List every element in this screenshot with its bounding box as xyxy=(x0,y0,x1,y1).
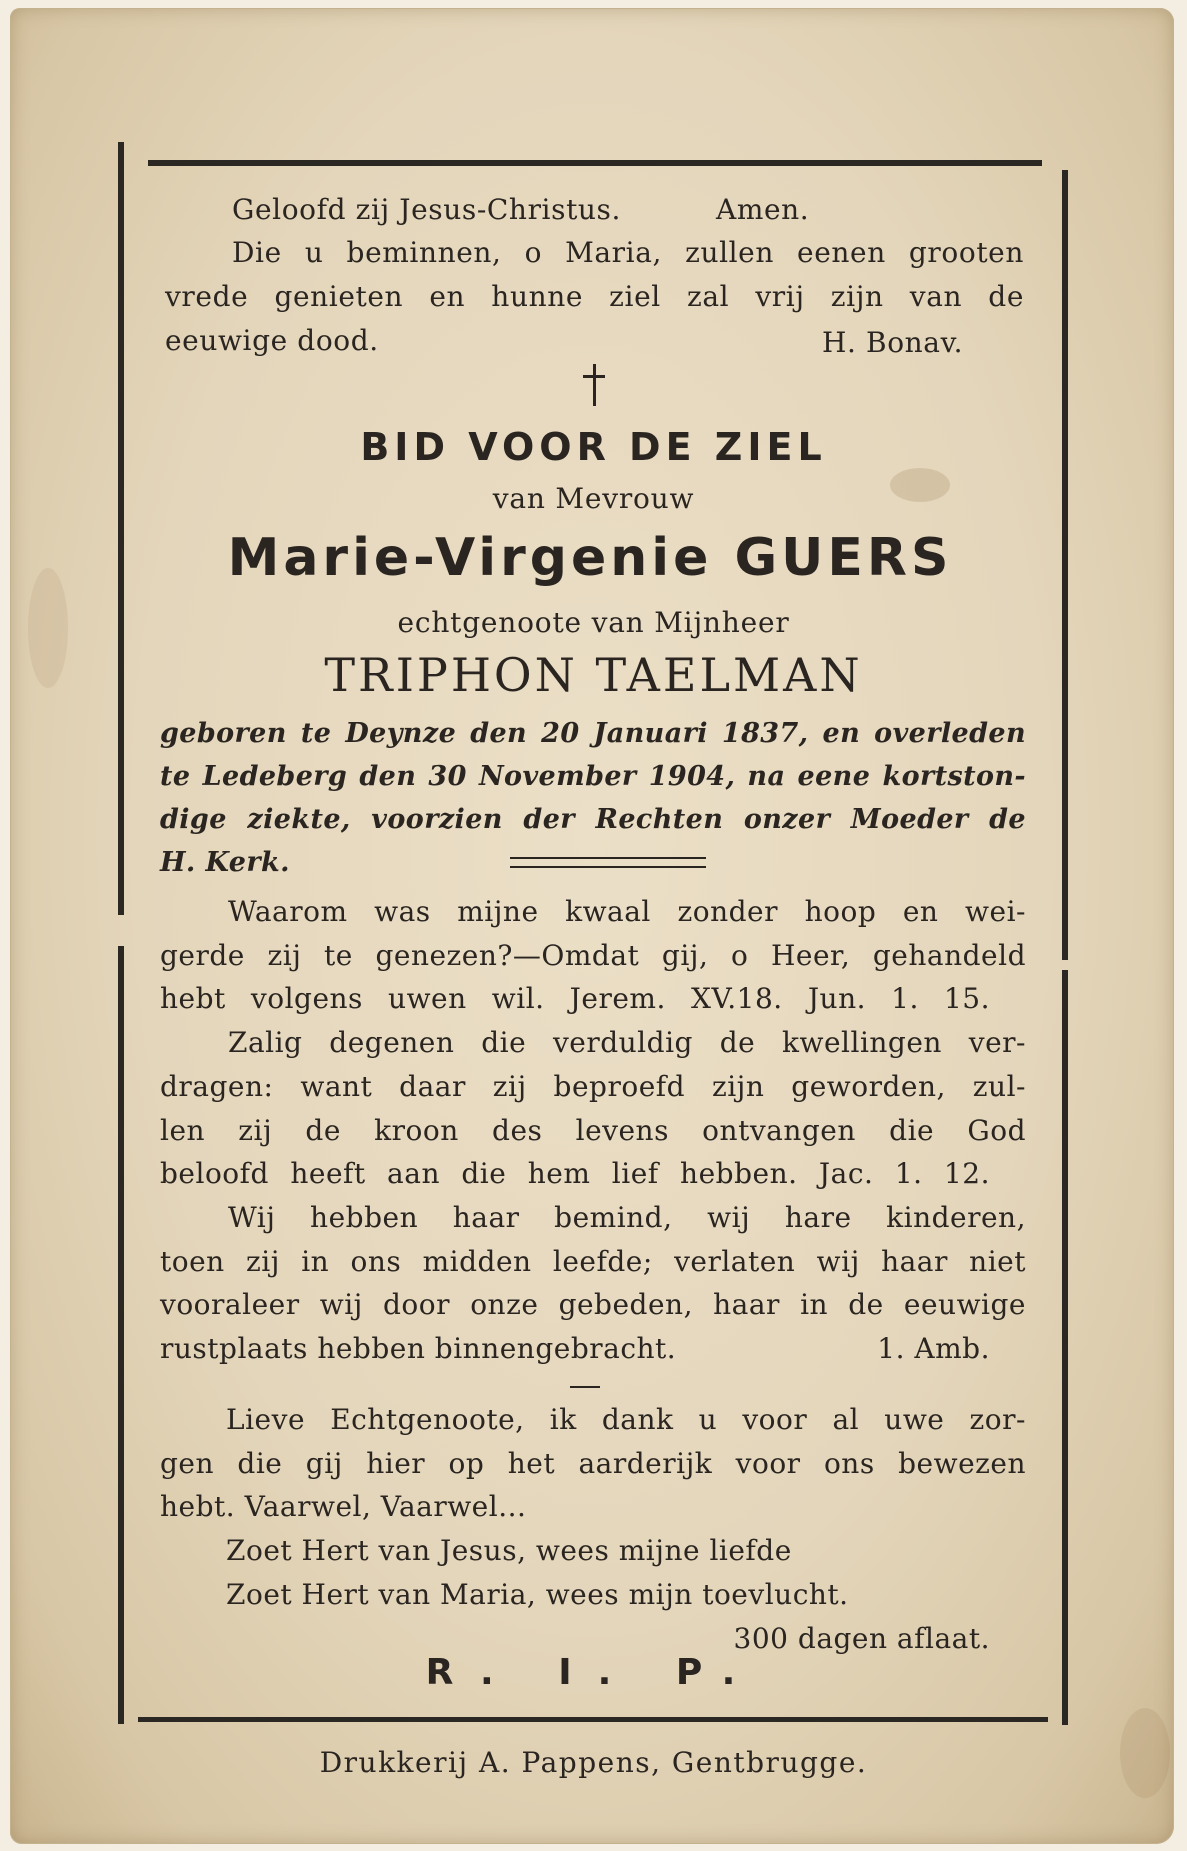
header-amen: Amen. xyxy=(716,193,810,226)
invocation-2 xyxy=(160,1573,1026,1617)
biography-line-3-text: dige ziekte, voorzien der Rechten onzer Moeder de xyxy=(160,804,1026,835)
farewell-line-1 xyxy=(160,1398,1026,1442)
deceased-name-text: Marie-Virgenie GUERS xyxy=(227,528,953,588)
spouse-name xyxy=(0,648,1187,702)
border-left-rule xyxy=(118,142,124,915)
verse-1-line-1-text: Waarom was mijne kwaal zonder hoop en wei- xyxy=(228,895,1026,928)
rip xyxy=(0,1652,1187,1693)
divider-rule xyxy=(510,866,706,868)
biography-line-1-text: geboren te Deynze den 20 Januari 1837, en overleden xyxy=(160,718,1026,749)
verse-2-line-4 xyxy=(160,1152,1026,1196)
prayer-heading xyxy=(0,425,1187,469)
farewell-block xyxy=(160,1398,1026,1660)
border-top-rule xyxy=(148,160,1042,166)
header-line-1-end xyxy=(716,193,809,226)
header-line-2-text: Die u beminnen, o Maria, zullen eenen grooten xyxy=(232,236,1024,269)
rip-text: R. I. P. xyxy=(425,1652,762,1693)
verse-2-line-2-text: dragen: want daar zij beproefd zijn geworden, zul- xyxy=(160,1069,1026,1103)
farewell-line-3 xyxy=(160,1485,1026,1529)
spouse-intro xyxy=(0,606,1187,639)
verse-1-line-3 xyxy=(160,977,1026,1021)
printer-imprint xyxy=(0,1746,1187,1779)
spouse-intro-text: echtgenoote van Mijnheer xyxy=(397,606,790,639)
header-line-2 xyxy=(232,236,1024,269)
biography-line-1 xyxy=(160,712,1026,755)
header-attribution xyxy=(822,326,963,359)
verse-2-line-4-text: beloofd heeft aan die hem lief hebben. Jac. 1. 12. xyxy=(160,1157,990,1191)
header-line-4-text: eeuwige dood. xyxy=(165,324,379,357)
verse-2-line-1 xyxy=(160,1021,1026,1065)
printer-imprint-text: Drukkerij A. Pappens, Gentbrugge. xyxy=(319,1746,868,1779)
header-line-4 xyxy=(165,324,379,357)
divider-rule xyxy=(510,857,706,859)
header-line-1 xyxy=(232,193,621,226)
verse-3-line-2 xyxy=(160,1240,1026,1284)
border-bottom-rule xyxy=(138,1717,1048,1722)
verse-2-line-3 xyxy=(160,1109,1026,1153)
biography-line-2 xyxy=(160,755,1026,798)
border-left-rule xyxy=(118,946,124,1724)
verse-3-line-1-text: Wij hebben haar bemind, wij hare kinderen, xyxy=(228,1200,1026,1234)
header-line-3-text: vrede genieten en hunne ziel zal vrij zijn van de xyxy=(165,280,1024,313)
verse-3-line-4 xyxy=(160,1327,1026,1371)
invocation-1-text: Zoet Hert van Jesus, wees mijne liefde xyxy=(226,1534,792,1568)
header-line-2-row xyxy=(232,236,1024,269)
honorific-text: van Mevrouw xyxy=(492,482,695,515)
border-right-rule xyxy=(1062,970,1068,1725)
invocation-2-text: Zoet Hert van Maria, wees mijn toevlucht. xyxy=(226,1577,849,1611)
biography-line-2-text: te Ledeberg den 30 November 1904, na eene kortston- xyxy=(160,761,1026,792)
invocation-1 xyxy=(160,1529,1026,1573)
prayer-heading-text: BID VOOR DE ZIEL xyxy=(360,425,827,469)
verse-2-line-1-text: Zalig degenen die verduldig de kwellingen ver- xyxy=(228,1026,1026,1060)
short-dash xyxy=(570,1386,600,1388)
verse-1-line-2 xyxy=(160,934,1026,978)
spouse-name-text: TRIPHON TAELMAN xyxy=(324,648,863,702)
verse-3-line-4-text: rustplaats hebben binnengebracht. xyxy=(160,1332,677,1366)
deceased-name xyxy=(155,528,1025,588)
verse-1-line-1 xyxy=(160,890,1026,934)
verse-2-line-3-text: len zij de kroon des levens ontvangen die God xyxy=(160,1113,1026,1147)
verse-3-line-2-text: toen zij in ons midden leefde; verlaten wij haar niet xyxy=(160,1244,1026,1278)
biography-line-3 xyxy=(160,798,1026,841)
header-line-1-text: Geloofd zij Jesus-Christus. xyxy=(232,193,622,226)
header-line-3 xyxy=(165,280,1024,313)
biography-line-4-text: H. Kerk. xyxy=(160,847,290,878)
verse-3-line-3 xyxy=(160,1283,1026,1327)
verse-3-line-1 xyxy=(160,1196,1026,1240)
honorific xyxy=(0,482,1187,515)
biography-line-4 xyxy=(160,841,1026,884)
header-attribution-text: H. Bonav. xyxy=(822,326,964,359)
verse-3-line-3-text: vooraleer wij door onze gebeden, haar in de eeuwige xyxy=(160,1288,1026,1322)
farewell-line-2 xyxy=(160,1442,1026,1486)
farewell-line-1-text: Lieve Echtgenoote, ik dank u voor al uwe zor- xyxy=(226,1403,1026,1436)
verse-block xyxy=(160,890,1026,1371)
latin-cross-icon xyxy=(583,364,605,406)
farewell-line-2-text: gen die gij hier op het aarderijk voor ons bewezen xyxy=(160,1446,1026,1480)
verse-1-line-3-text: hebt volgens uwen wil. Jerem. XV.18. Jun. 1. 15. xyxy=(160,982,990,1016)
verse-1-line-2-text: gerde zij te genezen?—Omdat gij, o Heer, gehandeld xyxy=(160,938,1026,972)
border-right-rule xyxy=(1062,170,1068,960)
verse-2-line-2 xyxy=(160,1065,1026,1109)
verse-3-attribution: 1. Amb. xyxy=(877,1332,990,1366)
farewell-line-3-text: hebt. Vaarwel, Vaarwel... xyxy=(160,1490,527,1524)
indulgence-text: 300 dagen aflaat. xyxy=(733,1621,990,1655)
